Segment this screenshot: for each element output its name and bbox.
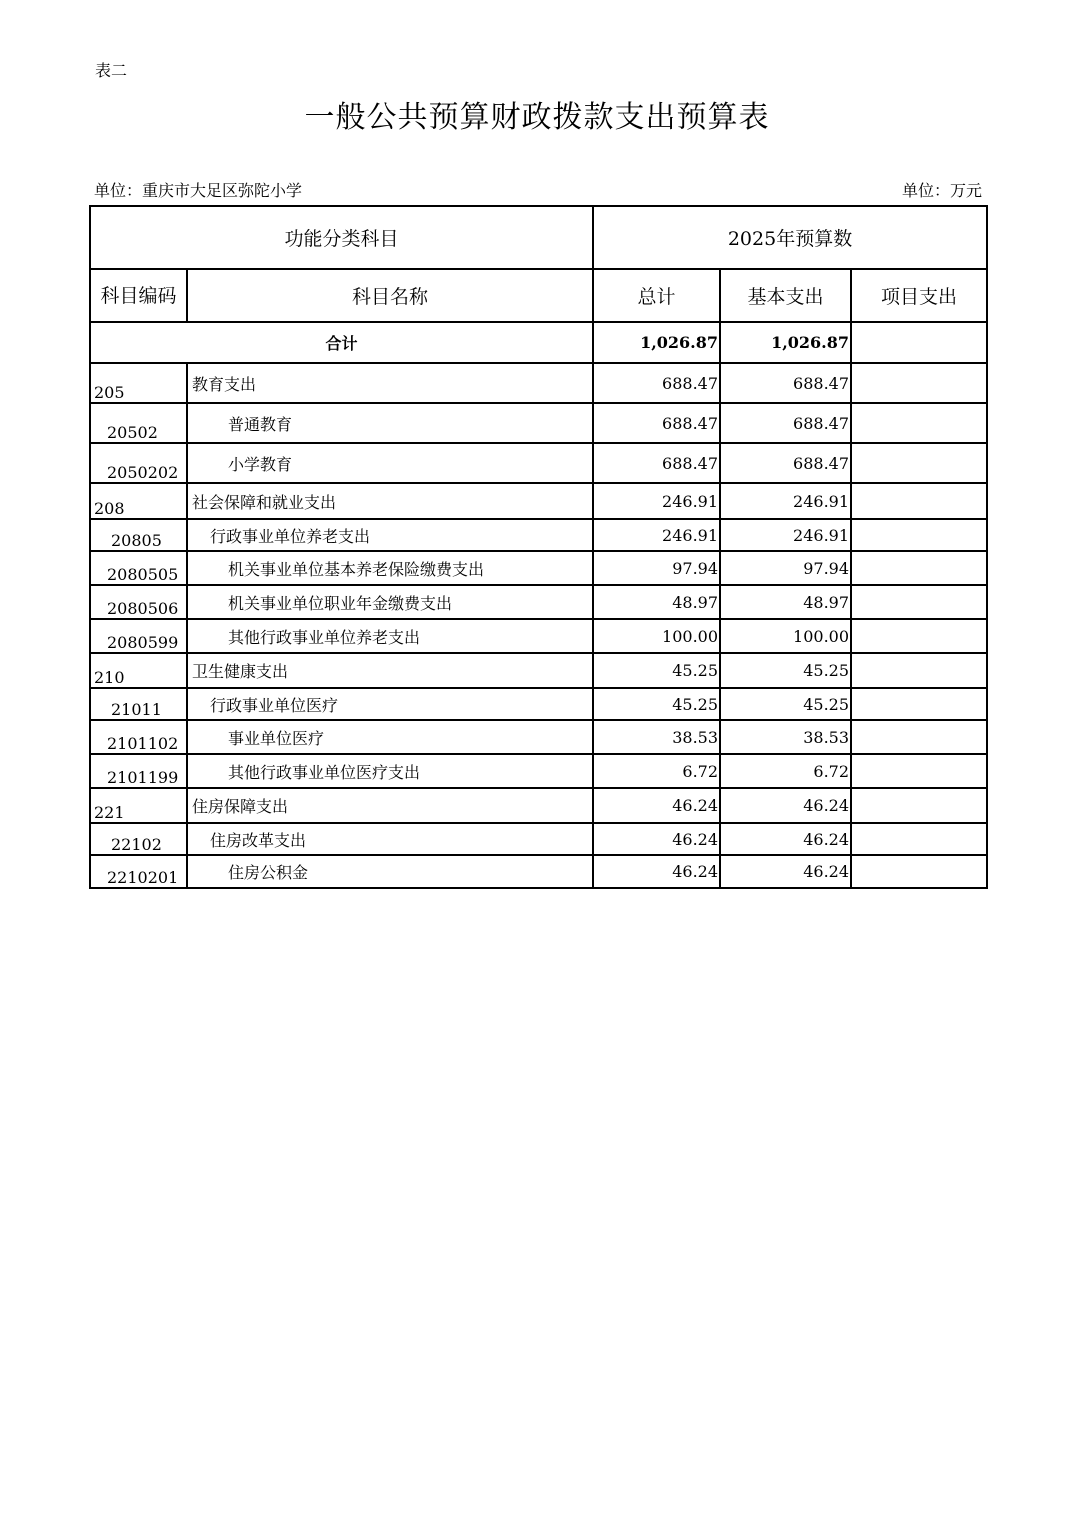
row-name: 住房改革支出 bbox=[187, 823, 593, 855]
header-basic: 基本支出 bbox=[720, 269, 851, 322]
unit-organization: 单位：重庆市大足区弥陀小学 bbox=[94, 181, 303, 200]
table-row bbox=[90, 551, 987, 585]
header-budget-year: 2025年预算数 bbox=[593, 206, 987, 269]
header-project: 项目支出 bbox=[851, 269, 987, 322]
row-total: 246.91 bbox=[593, 519, 720, 551]
row-code: 20502 bbox=[90, 403, 187, 443]
total-total: 1,026.87 bbox=[593, 322, 720, 363]
row-name: 社会保障和就业支出 bbox=[187, 483, 593, 519]
header-total: 总计 bbox=[593, 269, 720, 322]
row-code: 21011 bbox=[90, 688, 187, 720]
row-name: 教育支出 bbox=[187, 363, 593, 403]
row-total: 46.24 bbox=[593, 823, 720, 855]
table-row bbox=[90, 855, 987, 888]
table-row bbox=[90, 823, 987, 855]
row-code: 208 bbox=[90, 483, 187, 519]
header-name: 科目名称 bbox=[187, 269, 593, 322]
row-name: 其他行政事业单位养老支出 bbox=[187, 619, 593, 653]
total-row bbox=[90, 322, 987, 363]
row-project bbox=[851, 720, 987, 754]
row-basic: 46.24 bbox=[720, 823, 851, 855]
header-row-columns bbox=[90, 269, 987, 322]
row-total: 45.25 bbox=[593, 688, 720, 720]
row-name: 卫生健康支出 bbox=[187, 653, 593, 688]
row-basic: 46.24 bbox=[720, 788, 851, 823]
row-project bbox=[851, 754, 987, 788]
row-code: 2101199 bbox=[90, 754, 187, 788]
row-code: 2080505 bbox=[90, 551, 187, 585]
row-project bbox=[851, 823, 987, 855]
row-total: 6.72 bbox=[593, 754, 720, 788]
row-project bbox=[851, 363, 987, 403]
header-code: 科目编码 bbox=[90, 269, 187, 322]
row-project bbox=[851, 443, 987, 483]
table-row bbox=[90, 688, 987, 720]
row-project bbox=[851, 653, 987, 688]
row-code: 2080506 bbox=[90, 585, 187, 619]
row-basic: 97.94 bbox=[720, 551, 851, 585]
row-basic: 688.47 bbox=[720, 363, 851, 403]
row-code: 2210201 bbox=[90, 855, 187, 888]
unit-currency: 单位：万元 bbox=[901, 181, 982, 200]
table-row bbox=[90, 653, 987, 688]
row-name: 住房保障支出 bbox=[187, 788, 593, 823]
row-project bbox=[851, 483, 987, 519]
row-total: 46.24 bbox=[593, 788, 720, 823]
table-row bbox=[90, 585, 987, 619]
table-row bbox=[90, 519, 987, 551]
row-total: 100.00 bbox=[593, 619, 720, 653]
total-basic: 1,026.87 bbox=[720, 322, 851, 363]
table-row bbox=[90, 403, 987, 443]
row-basic: 100.00 bbox=[720, 619, 851, 653]
row-code: 2101102 bbox=[90, 720, 187, 754]
row-basic: 48.97 bbox=[720, 585, 851, 619]
budget-table bbox=[89, 205, 988, 889]
row-basic: 688.47 bbox=[720, 403, 851, 443]
row-name: 行政事业单位养老支出 bbox=[187, 519, 593, 551]
table-row bbox=[90, 363, 987, 403]
row-name: 其他行政事业单位医疗支出 bbox=[187, 754, 593, 788]
row-code: 205 bbox=[90, 363, 187, 403]
row-basic: 38.53 bbox=[720, 720, 851, 754]
row-basic: 688.47 bbox=[720, 443, 851, 483]
row-name: 机关事业单位基本养老保险缴费支出 bbox=[187, 551, 593, 585]
table-number: 表二 bbox=[95, 61, 128, 80]
page-title: 一般公共预算财政拨款支出预算表 bbox=[304, 100, 770, 135]
table-row bbox=[90, 788, 987, 823]
row-code: 2050202 bbox=[90, 443, 187, 483]
table-row bbox=[90, 619, 987, 653]
row-basic: 6.72 bbox=[720, 754, 851, 788]
row-basic: 45.25 bbox=[720, 653, 851, 688]
total-project bbox=[851, 322, 987, 363]
row-project bbox=[851, 619, 987, 653]
table-row bbox=[90, 443, 987, 483]
row-project bbox=[851, 551, 987, 585]
row-project bbox=[851, 855, 987, 888]
header-row-group bbox=[90, 206, 987, 269]
row-project bbox=[851, 788, 987, 823]
row-total: 48.97 bbox=[593, 585, 720, 619]
row-basic: 45.25 bbox=[720, 688, 851, 720]
row-basic: 246.91 bbox=[720, 519, 851, 551]
row-code: 2080599 bbox=[90, 619, 187, 653]
row-code: 221 bbox=[90, 788, 187, 823]
header-function-category: 功能分类科目 bbox=[90, 206, 593, 269]
row-total: 45.25 bbox=[593, 653, 720, 688]
row-basic: 246.91 bbox=[720, 483, 851, 519]
row-basic: 46.24 bbox=[720, 855, 851, 888]
table-row bbox=[90, 483, 987, 519]
row-project bbox=[851, 519, 987, 551]
table-row bbox=[90, 720, 987, 754]
row-total: 246.91 bbox=[593, 483, 720, 519]
row-name: 机关事业单位职业年金缴费支出 bbox=[187, 585, 593, 619]
total-label: 合计 bbox=[90, 322, 593, 363]
row-code: 20805 bbox=[90, 519, 187, 551]
row-name: 行政事业单位医疗 bbox=[187, 688, 593, 720]
row-project bbox=[851, 403, 987, 443]
row-total: 688.47 bbox=[593, 443, 720, 483]
row-total: 97.94 bbox=[593, 551, 720, 585]
row-name: 住房公积金 bbox=[187, 855, 593, 888]
row-total: 688.47 bbox=[593, 403, 720, 443]
row-code: 210 bbox=[90, 653, 187, 688]
row-name: 小学教育 bbox=[187, 443, 593, 483]
row-total: 38.53 bbox=[593, 720, 720, 754]
row-total: 46.24 bbox=[593, 855, 720, 888]
row-code: 22102 bbox=[90, 823, 187, 855]
table-row bbox=[90, 754, 987, 788]
row-name: 普通教育 bbox=[187, 403, 593, 443]
row-total: 688.47 bbox=[593, 363, 720, 403]
row-name: 事业单位医疗 bbox=[187, 720, 593, 754]
row-project bbox=[851, 688, 987, 720]
row-project bbox=[851, 585, 987, 619]
